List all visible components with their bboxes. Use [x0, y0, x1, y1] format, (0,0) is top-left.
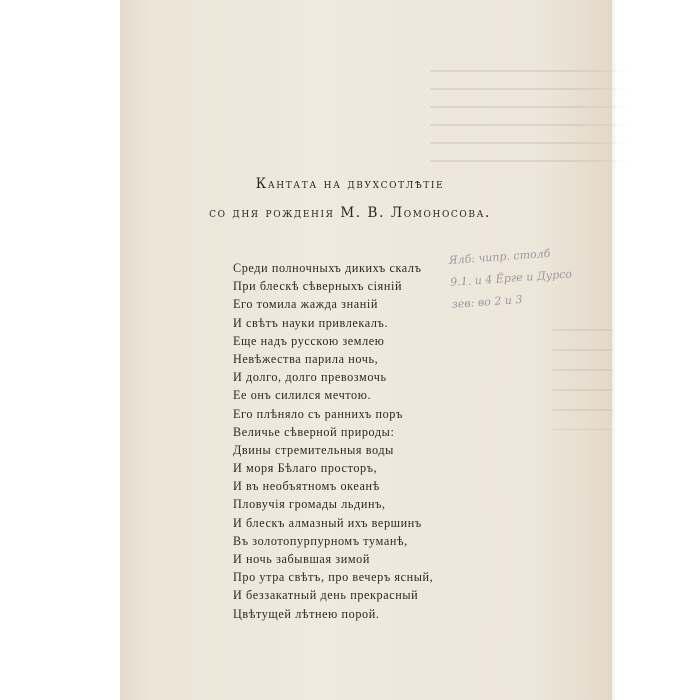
poem-line: И свѣтъ науки привлекалъ. — [233, 315, 389, 330]
poem-line: Еще надъ русскою землею — [233, 333, 385, 348]
poem-line: И блескъ алмазный ихъ вершинъ — [233, 515, 422, 530]
page-subtitle: со дня рожденія М. В. Ломоносова. — [209, 205, 491, 221]
poem-line: Ее онъ силился мечтою. — [233, 388, 372, 403]
poem-line: И ночь забывшая зимой — [233, 552, 370, 566]
poem-line: Цвѣтущей лѣтнею порой. — [233, 606, 380, 621]
poem-line: И долго, долго превозмочь — [233, 370, 387, 385]
note-line: 9.1. и 4 Ёрге и Дурсо — [449, 267, 573, 289]
poem-line: И моря Бѣлаго просторъ, — [233, 461, 378, 476]
poem-line: И беззакатный день прекрасный — [233, 588, 419, 603]
show-through-text — [430, 62, 630, 172]
poem-line: Въ золотопурпурномъ туманѣ, — [233, 533, 408, 548]
poem-line: Невѣжества парила ночь, — [233, 351, 379, 366]
poem-line: Пловучія громады льдинъ, — [233, 497, 386, 512]
note-line: зев: во 2 и 3 — [451, 292, 523, 311]
poem-line: Его томила жажда знаній — [233, 297, 378, 312]
poem-line: Среди полночныхъ дикихъ скалъ — [233, 261, 422, 275]
show-through-text-right — [552, 320, 612, 430]
poem-line: Двины стремительныя воды — [233, 442, 394, 457]
poem-text — [233, 259, 433, 623]
handwritten-pencil-note — [448, 241, 574, 315]
poem-line: И въ необъятномъ океанѣ — [233, 479, 380, 494]
note-line: Ялб: чипр. столб — [448, 246, 551, 267]
poem-line: Величье сѣверной природы: — [233, 424, 395, 439]
poem-line: При блескѣ сѣверныхъ сіяній — [233, 279, 403, 294]
poem-line: Его плѣняло съ раннихъ поръ — [233, 406, 403, 421]
poem-line: Про утра свѣтъ, про вечеръ ясный, — [233, 570, 434, 585]
page-title: Кантата на двухсотлѣтіе — [255, 176, 445, 192]
